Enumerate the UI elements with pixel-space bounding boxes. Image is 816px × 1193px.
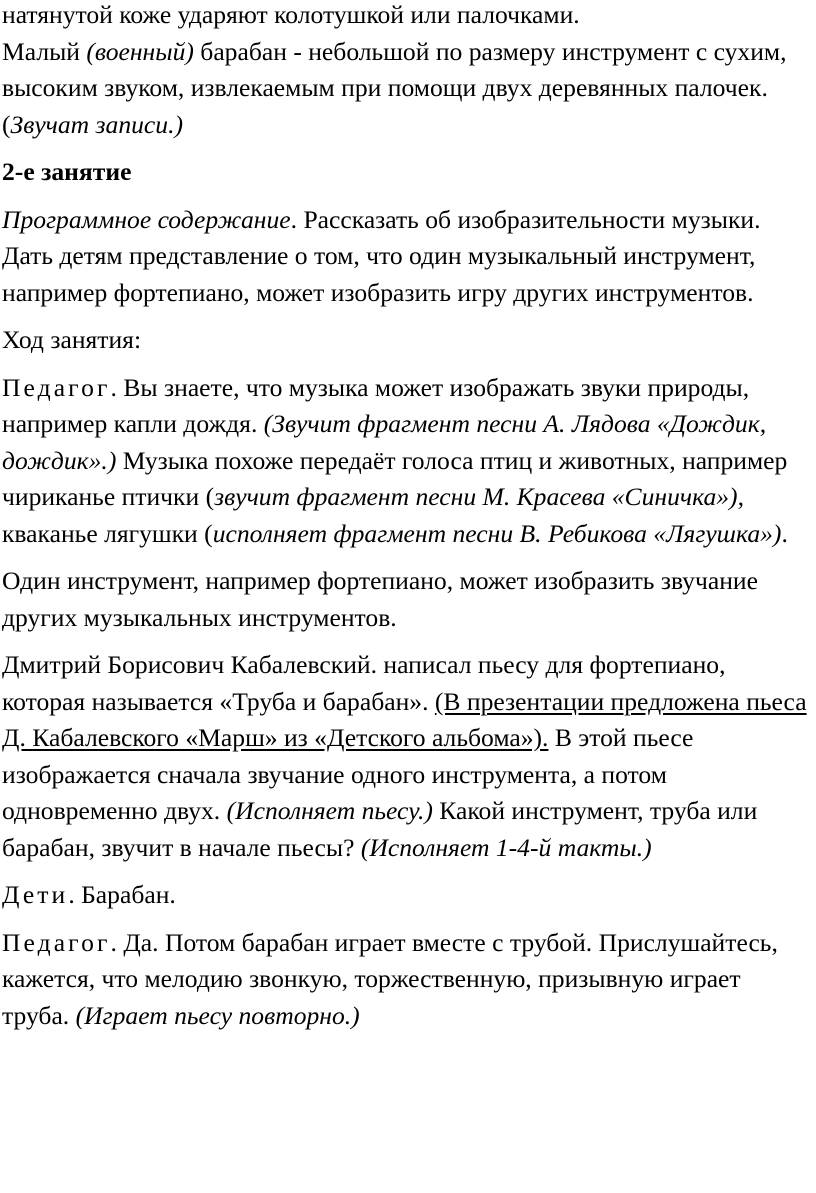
kabalevsky-note-2: (Исполняет 1-4-й такты.) xyxy=(360,832,652,862)
kabalevsky-presentation-note: (В презентации предложена пьеса Д. Кабалевского «Марш» из «Детского альбома»). xyxy=(2,686,807,752)
children-speaker: Дети xyxy=(2,880,69,909)
teacher-paragraph-2 xyxy=(2,925,812,1035)
teacher-speaker-1: Педагог xyxy=(2,372,111,402)
course-label: Ход занятия: xyxy=(2,325,142,354)
teacher1-text-1: . Вы знаете, что музыка может изображать звуки природы, например капли дождя. xyxy=(2,372,750,438)
one-instrument-paragraph: Один инструмент, например фортепиано, может изобразить звучание других музыкальных инструментов. xyxy=(2,566,758,632)
program-paragraph xyxy=(2,202,812,312)
kabalevsky-text-1: Дмитрий Борисович Кабалевский. написал пьесу для фортепиано, которая называется «Труба и барабан». xyxy=(2,650,726,716)
intro-paragraph xyxy=(2,0,812,143)
kabalevsky-note-1: (Исполняет пьесу.) xyxy=(226,796,433,825)
kabalevsky-text-3: Какой инструмент, труба или барабан, звучит в начале пьесы? xyxy=(2,796,758,862)
program-text: . Рассказать об изобразительности музыки. Дать детям представление о том, что один музыкальный инструмент, например фортепиано, может изобразить игру других инструментов. xyxy=(2,204,761,307)
intro-military-note: (военный) xyxy=(86,36,194,66)
intro-line2-start: Малый xyxy=(2,36,87,66)
teacher1-note-1: (Звучит фрагмент песни А. Лядова «Дождик, дождик».) xyxy=(2,409,767,475)
children-text: . Барабан. xyxy=(68,880,176,909)
kabalevsky-paragraph xyxy=(2,647,812,866)
children-paragraph xyxy=(2,877,812,914)
teacher1-text-2: Музыка похоже передаёт голоса птиц и животных, например чириканье птички ( xyxy=(2,445,788,511)
teacher1-note-2: звучит фрагмент песни М. Красева «Синичка»), xyxy=(214,482,744,511)
teacher1-text-3: кваканье лягушки ( xyxy=(2,518,213,548)
lesson-heading: 2-е занятие xyxy=(2,157,132,186)
teacher1-note-3: исполняет фрагмент песни В. Ребикова «Лягушка») xyxy=(212,518,782,548)
teacher-speaker-2: Педагог xyxy=(2,927,111,957)
teacher2-note-1: (Играет пьесу повторно.) xyxy=(75,1000,360,1030)
intro-line2-rest: барабан - небольшой по размеру инструмент с сухим, высоким звуком, извлекаемым при помощи двух деревянных палочек. ( xyxy=(2,36,787,139)
teacher2-text-1: . Да. Потом барабан играет вместе с трубой. Прислушайтесь, кажется, что мелодию звонкую, торжественную, призывную играет труба. xyxy=(2,927,778,1030)
kabalevsky-text-2: В этой пьесе изображается сначала звучание одного инструмента, а потом одновременно двух. xyxy=(2,723,694,825)
teacher1-text-4: . xyxy=(781,518,788,548)
intro-line1: натянутой коже ударяют колотушкой или палочками. xyxy=(2,0,580,29)
program-label: Программное содержание xyxy=(2,204,291,234)
intro-records-note: Звучат записи.) xyxy=(10,109,184,139)
teacher-paragraph-1 xyxy=(2,370,812,553)
